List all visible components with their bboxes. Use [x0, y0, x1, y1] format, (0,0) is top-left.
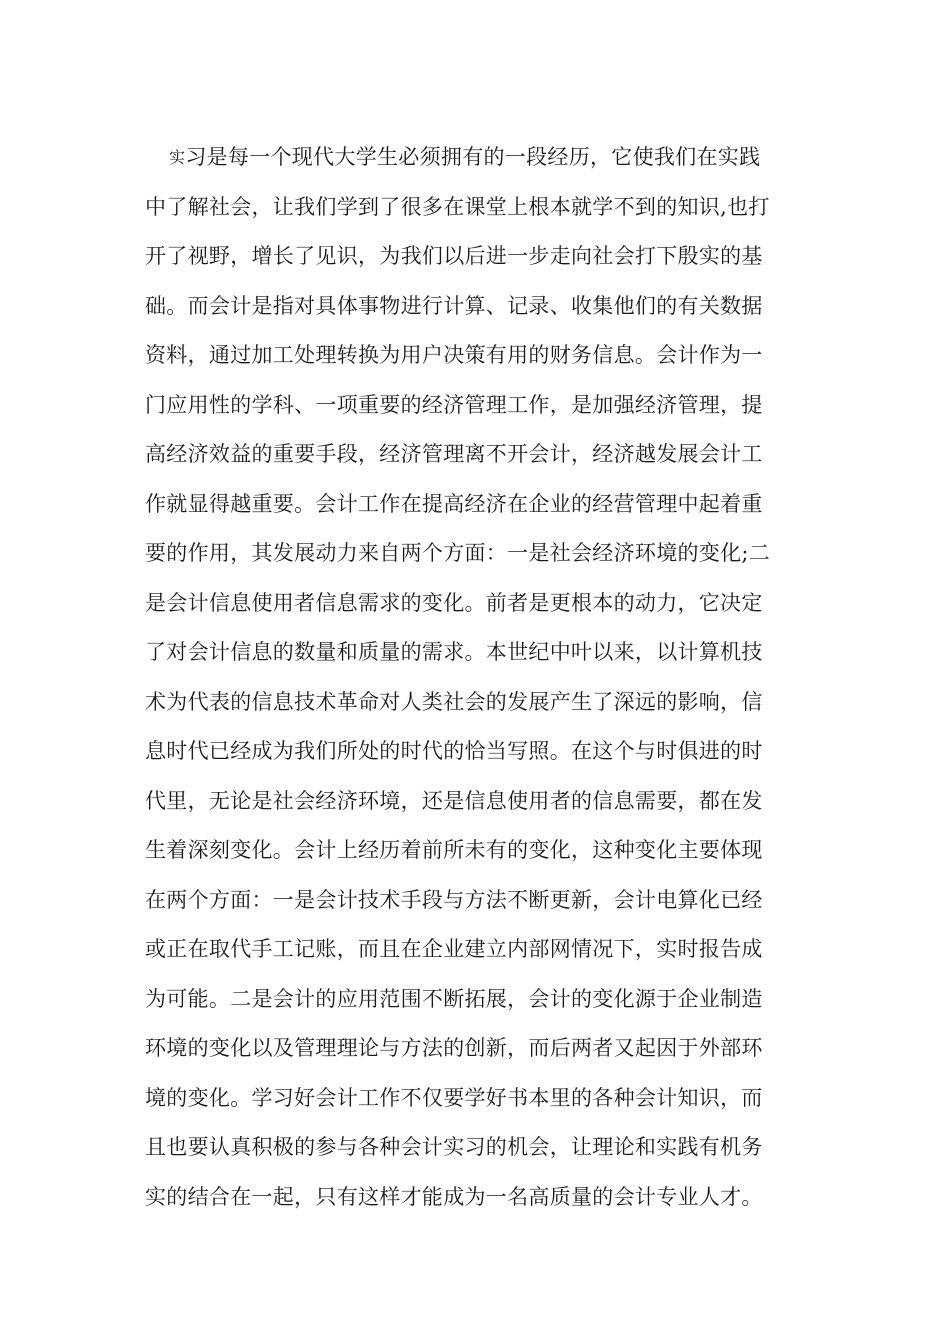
lead-char: 实 — [169, 148, 186, 167]
paragraph-line-18: 为可能。二是会计的应用范围不断拓展，会计的变化源于企业制造 — [145, 986, 763, 1011]
paragraph-line-5: 资料，通过加工处理转换为用户决策有用的财务信息。会计作为一 — [145, 343, 763, 367]
paragraph-line-19: 环境的变化以及管理理论与方法的创新，而后两者又起因于外部环 — [145, 1036, 763, 1060]
paragraph-line-12: 术为代表的信息技术革命对人类社会的发展产生了深远的影响，信 — [145, 689, 763, 714]
paragraph-line-20: 境的变化。学习好会计工作不仅要学好书本里的各种会计知识，而 — [145, 1085, 763, 1110]
line-text: 习是每一个现代大学生必须拥有的一段经历，它使我们在实践 — [185, 145, 761, 169]
paragraph-line-8: 作就显得越重要。会计工作在提高经济在企业的经营管理中起着重 — [145, 491, 763, 516]
paragraph-line-15: 生着深刻变化。会计上经历着前所未有的变化，这种变化主要体现 — [145, 838, 763, 862]
paragraph-line-21: 且也要认真积极的参与各种会计实习的机会，让理论和实践有机务 — [145, 1135, 763, 1159]
paragraph-line-3: 开了视野，增长了见识，为我们以后进一步走向社会打下殷实的基 — [145, 244, 763, 268]
paragraph-line-14: 代里，无论是社会经济环境，还是信息使用者的信息需要，都在发 — [145, 788, 763, 813]
paragraph-line-17: 或正在取代手工记账，而且在企业建立内部网情况下，实时报告成 — [145, 937, 763, 961]
paragraph-line-2: 中了解社会，让我们学到了很多在课堂上根本就学不到的知识,也打 — [145, 194, 770, 219]
paragraph-line-22: 实的结合在一起，只有这样才能成为一名高质量的会计专业人才。 — [145, 1184, 763, 1209]
paragraph-line-13: 息时代已经成为我们所处的时代的恰当写照。在这个与时俱进的时 — [145, 739, 763, 763]
paragraph-line-7: 高经济效益的重要手段，经济管理离不开会计，经济越发展会计工 — [145, 442, 763, 466]
body-paragraph — [145, 133, 815, 1222]
paragraph-line-11: 了对会计信息的数量和质量的需求。本世纪中叶以来，以计算机技 — [145, 640, 763, 664]
paragraph-line-16: 在两个方面：一是会计技术手段与方法不断更新，会计电算化已经 — [145, 887, 763, 912]
paragraph-line-1 — [145, 133, 815, 183]
paragraph-line-4: 础。而会计是指对具体事物进行计算、记录、收集他们的有关数据 — [145, 293, 763, 318]
paragraph-line-10: 是会计信息使用者信息需求的变化。前者是更根本的动力，它决定 — [145, 590, 763, 615]
paragraph-line-9: 要的作用，其发展动力来自两个方面：一是社会经济环境的变化;二 — [145, 541, 771, 565]
paragraph-line-6: 门应用性的学科、一项重要的经济管理工作，是加强经济管理，提 — [145, 392, 763, 417]
